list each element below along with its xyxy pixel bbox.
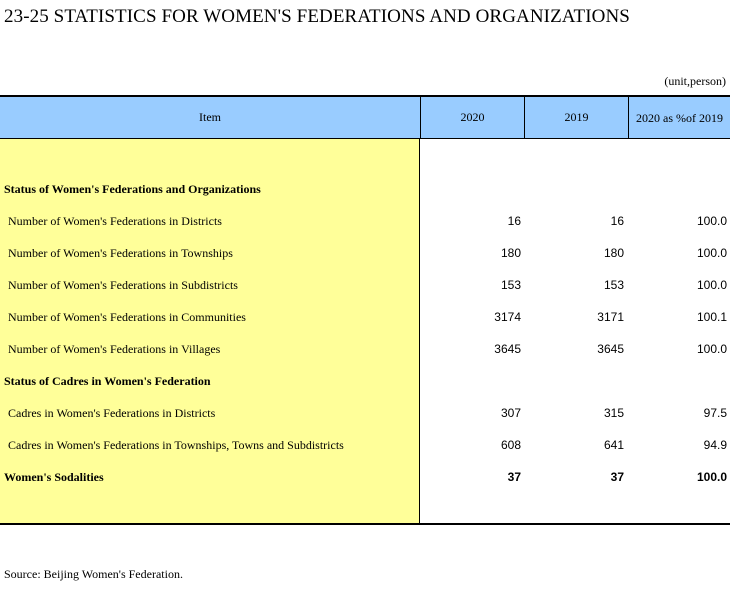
value-2019: 37 xyxy=(610,470,624,484)
header-2020: 2020 xyxy=(420,95,524,139)
value-2020: 37 xyxy=(507,470,521,484)
value-2019: 180 xyxy=(603,246,624,260)
value-2019: 16 xyxy=(610,214,624,228)
table-row xyxy=(0,269,730,301)
value-percent: 94.9 xyxy=(703,438,727,452)
header-2019: 2019 xyxy=(524,95,628,139)
value-2020: 3645 xyxy=(494,342,521,356)
value-2020: 307 xyxy=(500,406,521,420)
table-row xyxy=(0,461,730,493)
section-row xyxy=(0,365,730,397)
value-2020: 16 xyxy=(507,214,521,228)
row-label: Cadres in Women's Federations in Townships, Towns and Subdistricts xyxy=(8,438,344,452)
table-row xyxy=(0,205,730,237)
value-percent: 97.5 xyxy=(703,406,727,420)
value-percent: 100.0 xyxy=(696,214,727,228)
table-row xyxy=(0,237,730,269)
header-item: Item xyxy=(0,95,420,139)
row-label: Number of Women's Federations in Communities xyxy=(8,310,246,324)
value-percent: 100.1 xyxy=(696,310,727,324)
unit-note: (unit,person) xyxy=(664,74,726,88)
header-percent-line2: of 2019 xyxy=(686,110,723,125)
row-label: Status of Cadres in Women's Federation xyxy=(4,374,211,388)
table-row xyxy=(0,429,730,461)
table-row xyxy=(0,397,730,429)
value-2019: 153 xyxy=(603,278,624,292)
statistics-table xyxy=(0,95,730,525)
row-label: Number of Women's Federations in Villages xyxy=(8,342,221,356)
header-percent-line1: 2020 as % xyxy=(636,110,686,125)
value-2020: 608 xyxy=(500,438,521,452)
table-row xyxy=(0,301,730,333)
section-row xyxy=(0,173,730,205)
source-note: Source: Beijing Women's Federation. xyxy=(4,567,183,581)
value-2019: 3171 xyxy=(597,310,624,324)
value-percent: 100.0 xyxy=(696,470,727,484)
row-label: Women's Sodalities xyxy=(4,470,104,484)
table-bottom-border xyxy=(0,523,730,525)
value-2020: 153 xyxy=(500,278,521,292)
page-title: 23-25 STATISTICS FOR WOMEN'S FEDERATIONS AND ORGANIZATIONS xyxy=(4,6,630,27)
value-2020: 180 xyxy=(500,246,521,260)
table-row xyxy=(0,333,730,365)
row-label: Number of Women's Federations in Subdistricts xyxy=(8,278,238,292)
value-2019: 315 xyxy=(603,406,624,420)
value-percent: 100.0 xyxy=(696,278,727,292)
value-percent: 100.0 xyxy=(696,342,727,356)
row-label: Status of Women's Federations and Organizations xyxy=(4,182,261,196)
header-percent xyxy=(628,95,730,139)
value-2019: 641 xyxy=(603,438,624,452)
row-label: Cadres in Women's Federations in Districts xyxy=(8,406,216,420)
value-2020: 3174 xyxy=(494,310,521,324)
value-percent: 100.0 xyxy=(696,246,727,260)
row-label: Number of Women's Federations in Townships xyxy=(8,246,233,260)
value-2019: 3645 xyxy=(597,342,624,356)
row-label: Number of Women's Federations in Districts xyxy=(8,214,222,228)
